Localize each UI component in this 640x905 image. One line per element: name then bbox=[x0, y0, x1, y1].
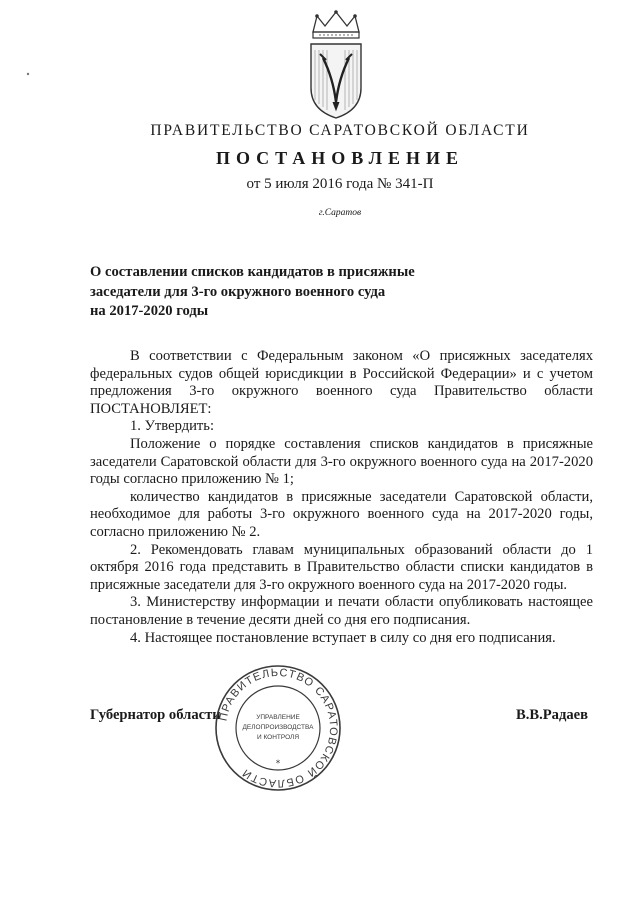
clause-1-a: Положение о порядке составления списков кандидатов в присяжные заседатели Саратовской области для 3-го окружного военного суда на 2017-2020 годы согласно приложению № 1; bbox=[90, 435, 593, 488]
official-stamp-icon bbox=[213, 663, 343, 793]
svg-text:УПРАВЛЕНИЕ: УПРАВЛЕНИЕ bbox=[256, 714, 300, 721]
document-body bbox=[90, 348, 593, 647]
document-subject bbox=[90, 263, 450, 322]
scan-speck bbox=[26, 72, 30, 76]
clause-4: 4. Настоящее постановление вступает в силу со дня его подписания. bbox=[130, 629, 556, 646]
clause-2: 2. Рекомендовать главам муниципальных образований области до 1 октября 2016 года представить в Правительство области списки кандидатов в присяжные заседатели для 3-го окружного военного суда на 2017-2020 годы. bbox=[90, 541, 593, 593]
saratov-coat-of-arms-icon bbox=[303, 10, 369, 120]
clause-1: 1. Утвердить: bbox=[130, 418, 215, 435]
document-title: ПОСТАНОВЛЕНИЕ bbox=[215, 148, 465, 168]
document-city: г.Саратов bbox=[318, 208, 362, 218]
subject-line: заседатели для 3-го окружного военного суда bbox=[90, 283, 386, 300]
svg-text:*: * bbox=[275, 759, 281, 769]
subject-line: О составлении списков кандидатов в присяжные bbox=[90, 264, 415, 280]
signatory-name: В.В.Радаев bbox=[516, 707, 589, 723]
preamble-paragraph: В соответствии с Федеральным законом «О присяжных заседателях федеральных судов общей юрисдикции в Российской Федерации» и с учетом предложения 3-го окружного военного суда Правительство области ПОСТАНОВЛЯЕТ: bbox=[90, 348, 593, 417]
signatory-position: Губернатор области bbox=[90, 707, 221, 723]
svg-text:ДЕЛОПРОИЗВОДСТВА: ДЕЛОПРОИЗВОДСТВА bbox=[242, 724, 314, 731]
svg-text:И КОНТРОЛЯ: И КОНТРОЛЯ bbox=[256, 734, 300, 741]
issuing-authority: ПРАВИТЕЛЬСТВО САРАТОВСКОЙ ОБЛАСТИ bbox=[150, 122, 530, 139]
subject-line: на 2017-2020 годы bbox=[90, 303, 209, 319]
clause-1-b: количество кандидатов в присяжные заседатели Саратовской области, необходимое для работы 3-го окружного военного суда на 2017-2020 годы, согласно приложению № 2. bbox=[90, 488, 593, 540]
document-date-number: от 5 июля 2016 года № 341-П bbox=[246, 176, 434, 192]
svg-text:ПРАВИТЕЛЬСТВО САРАТОВСКОЙ ОБЛА: ПРАВИТЕЛЬСТВО САРАТОВСКОЙ ОБЛАСТИ bbox=[217, 666, 340, 790]
clause-3: 3. Министерству информации и печати области опубликовать настоящее постановление в течение десяти дней со дня его подписания. bbox=[90, 594, 593, 628]
